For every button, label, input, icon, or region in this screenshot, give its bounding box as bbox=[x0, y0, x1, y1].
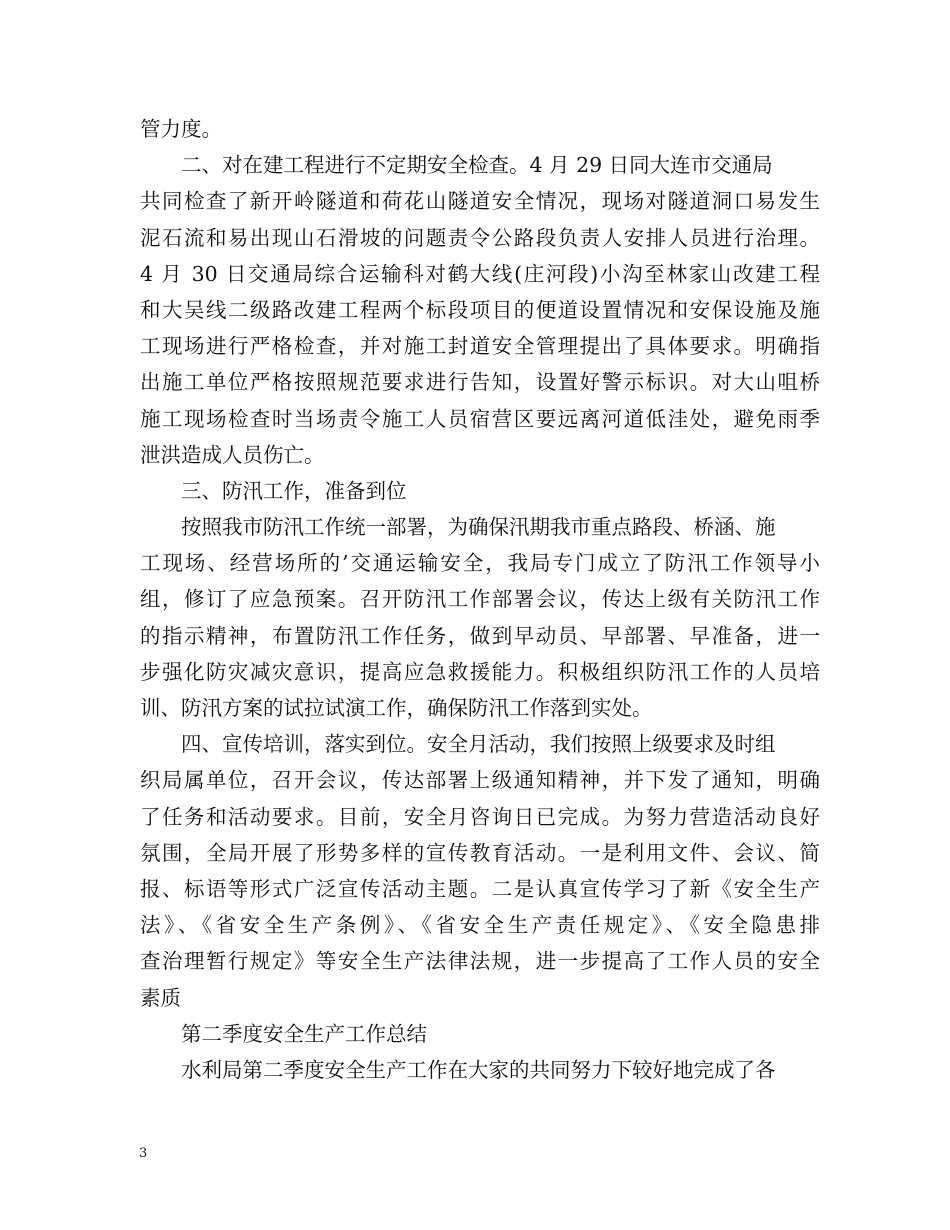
text-line: 施工现场检查时当场责令施工人员宿营区要远离河道低洼处，避免雨季 bbox=[140, 406, 820, 431]
document-body bbox=[140, 111, 820, 1088]
text-line: 组，修订了应急预案。召开防汛工作部署会议，传达上级有关防汛工作 bbox=[140, 587, 820, 612]
text-line: 水利局第二季度安全生产工作在大家的共同努力下较好地完成了各 bbox=[181, 1057, 776, 1082]
text-line: 查治理暂行规定》等安全生产法律法规，进一步提高了工作人员的安全 bbox=[140, 949, 820, 974]
page-number: 3 bbox=[139, 1146, 148, 1161]
text-line: 工现场进行严格检查，并对施工封道安全管理提出了具体要求。明确指 bbox=[140, 334, 820, 359]
text-line: 四、宣传培训，落实到位。安全月活动，我们按照上级要求及时组 bbox=[181, 732, 776, 757]
text-line: 泄洪造成人员伤亡。 bbox=[140, 442, 325, 467]
text-line: 共同检查了新开岭隧道和荷花山隧道安全情况，现场对隧道洞口易发生 bbox=[140, 189, 820, 214]
text-line: 氛围，全局开展了形势多样的宣传教育活动。一是利用文件、会议、简 bbox=[140, 840, 820, 865]
text-line: 按照我市防汛工作统一部署，为确保汛期我市重点路段、桥涵、施 bbox=[181, 515, 776, 540]
text-line: 出施工单位严格按照规范要求进行告知，设置好警示标识。对大山咀桥 bbox=[140, 370, 820, 395]
text-line: 报、标语等形式广泛宣传活动主题。二是认真宣传学习了新《安全生产 bbox=[140, 876, 820, 901]
text-line: 法》、《省安全生产条例》、《省安全生产责任规定》、《安全隐患排 bbox=[140, 913, 820, 938]
text-line: 步强化防灾减灾意识，提高应急救援能力。积极组织防汛工作的人员培 bbox=[140, 659, 820, 684]
section-heading: 三、防汛工作，准备到位 bbox=[181, 478, 407, 503]
text-line: 训、防汛方案的试拉试演工作，确保防汛工作落到实处。 bbox=[140, 696, 653, 720]
text-line: 二、对在建工程进行不定期安全检查。4 月 29 日同大连市交通局 bbox=[181, 153, 773, 178]
text-line: 和大吴线二级路改建工程两个标段项目的便道设置情况和安保设施及施 bbox=[140, 297, 820, 322]
section-heading: 第二季度安全生产工作总结 bbox=[181, 1021, 427, 1046]
text-line: 4 月 30 日交通局综合运输科对鹤大线(庄河段)小沟至林家山改建工程 bbox=[140, 261, 820, 286]
text-line: 泥石流和易出现山石滑坡的问题责令公路段负责人安排人员进行治理。 bbox=[140, 225, 820, 250]
text-line: 管力度。 bbox=[140, 117, 222, 141]
text-line: 素质 bbox=[140, 985, 181, 1010]
text-line: 工现场、经营场所的’交通运输安全，我局专门成立了防汛工作领导小 bbox=[140, 551, 820, 576]
text-line: 了任务和活动要求。目前，安全月咨询日已完成。为努力营造活动良好 bbox=[140, 804, 820, 829]
text-line: 的指示精神，布置防汛工作任务，做到早动员、早部署、早准备，进一 bbox=[140, 623, 820, 648]
text-line: 织局属单位，召开会议，传达部署上级通知精神，并下发了通知，明确 bbox=[140, 768, 820, 793]
